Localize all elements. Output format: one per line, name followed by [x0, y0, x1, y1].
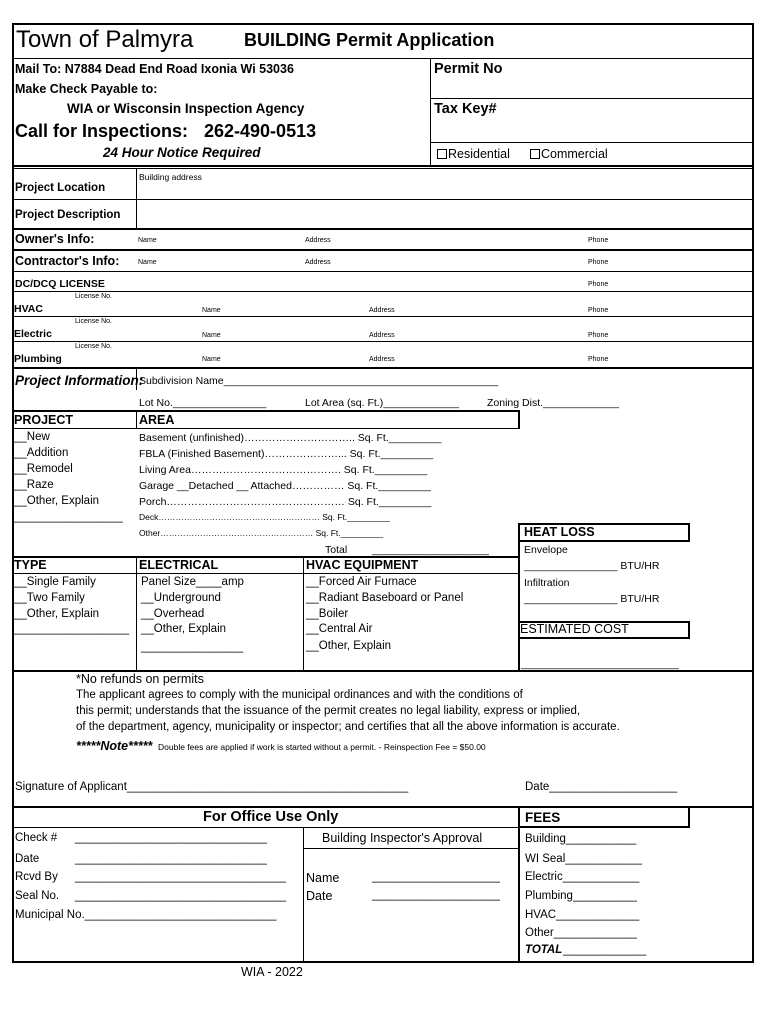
divider: [13, 428, 520, 429]
electrical-panel-size[interactable]: Panel Size____amp: [141, 576, 244, 588]
contractor-address-label: Address: [305, 259, 331, 266]
rcvd-by-label: Rcvd By: [15, 871, 58, 883]
inspector-name-field[interactable]: ____________________: [372, 871, 500, 883]
lot-no-field[interactable]: Lot No.________________: [139, 397, 267, 409]
subdivision-name-field[interactable]: Subdivision Name_______________________________________________: [139, 375, 499, 387]
divider: [13, 556, 520, 558]
residential-checkbox[interactable]: [437, 147, 510, 161]
note-text: Double fees are applied if work is started without a permit. - Reinspection Fee = $50.00: [158, 742, 486, 752]
contractor-name-label: Name: [138, 259, 157, 266]
fee-wi-seal-field[interactable]: WI Seal____________: [525, 853, 643, 865]
owner-info-label: Owner's Info:: [15, 232, 95, 246]
inspection-phone: 262-490-0513: [204, 121, 317, 141]
building-address-field[interactable]: [137, 184, 752, 197]
hvac-forced-air[interactable]: __Forced Air Furnace: [306, 576, 417, 588]
electrical-underground[interactable]: __Underground: [141, 592, 221, 604]
fee-plumbing-field[interactable]: Plumbing__________: [525, 890, 637, 902]
fee-total-field[interactable]: _____________: [563, 944, 647, 956]
no-refunds-text: *No refunds on permits: [76, 672, 204, 686]
plumbing-license-no-label: License No.: [75, 343, 112, 350]
divider: [13, 58, 753, 59]
tax-key-label: Tax Key#: [434, 101, 497, 117]
type-single-family[interactable]: __Single Family: [14, 576, 96, 588]
inspector-approval-label: Building Inspector's Approval: [322, 831, 483, 845]
project-other-explain-field[interactable]: _________________: [14, 511, 123, 523]
area-header: AREA: [139, 413, 175, 427]
terms-line-2: this permit; understands that the issuance of the permit creates no legal liability, express or implied,: [76, 705, 581, 717]
fee-total-label: TOTAL: [525, 944, 563, 956]
town-name: Town of Palmyra: [16, 26, 194, 53]
hvac-radiant[interactable]: __Radiant Baseboard or Panel: [306, 592, 464, 604]
office-date-field[interactable]: ______________________________: [75, 853, 267, 865]
divider: [13, 827, 520, 828]
divider: [303, 556, 304, 670]
divider: [430, 142, 753, 143]
estimated-cost-header: ESTIMATED COST: [520, 622, 629, 636]
divider: [518, 541, 520, 670]
fee-other-field[interactable]: Other_____________: [525, 927, 637, 939]
area-fbla[interactable]: FBLA (Finished Basement)…………………... Sq. Ft._________: [139, 448, 434, 460]
area-garage[interactable]: Garage __Detached __ Attached…………… Sq. Ft._________: [139, 480, 431, 492]
hvac-central-air[interactable]: __Central Air: [306, 623, 373, 635]
divider: [13, 228, 753, 230]
electric-label: Electric: [14, 328, 52, 340]
building-address-label: Building address: [139, 172, 202, 182]
divider: [13, 168, 753, 169]
form-title: BUILDING Permit Application: [244, 30, 495, 50]
checkbox-icon: [530, 149, 540, 159]
municipal-no-field[interactable]: Municipal No.______________________________: [15, 909, 277, 921]
project-type-other[interactable]: __Other, Explain: [14, 495, 100, 507]
commercial-label: Commercial: [541, 147, 608, 161]
owner-name-label: Name: [138, 237, 157, 244]
owner-address-label: Address: [305, 237, 331, 244]
project-description-field[interactable]: [137, 201, 752, 227]
seal-no-label: Seal No.: [15, 890, 60, 902]
seal-no-field[interactable]: _________________________________: [75, 890, 287, 902]
project-type-remodel[interactable]: __Remodel: [14, 463, 73, 475]
electrical-other-explain-field[interactable]: ________________: [141, 641, 244, 653]
zoning-dist-field[interactable]: Zoning Dist._____________: [487, 397, 619, 409]
divider: [13, 291, 753, 292]
hvac-other[interactable]: __Other, Explain: [306, 640, 392, 652]
dc-license-label: DC/DCQ LICENSE: [15, 278, 105, 290]
fee-building-field[interactable]: Building___________: [525, 833, 637, 845]
project-type-new[interactable]: __New: [14, 431, 50, 443]
area-living[interactable]: Living Area……………………………………. Sq. Ft._________: [139, 464, 428, 476]
divider: [13, 316, 753, 317]
mail-to: Mail To: N7884 Dead End Road Ixonia Wi 53036: [15, 62, 294, 76]
hvac-address-label: Address: [369, 307, 395, 314]
electric-name-label: Name: [202, 332, 221, 339]
plumbing-name-label: Name: [202, 356, 221, 363]
divider: [430, 58, 431, 165]
divider: [136, 410, 137, 429]
hvac-boiler[interactable]: __Boiler: [306, 608, 349, 620]
electric-phone-label: Phone: [588, 332, 609, 339]
divider: [518, 410, 520, 429]
permit-no-label: Permit No: [434, 61, 503, 77]
checkbox-icon: [437, 149, 447, 159]
commercial-checkbox[interactable]: [530, 147, 608, 161]
note-label: *****Note*****: [76, 739, 153, 753]
electric-license-no-label: License No.: [75, 318, 112, 325]
project-information-label: Project Information:: [15, 373, 144, 388]
electrical-other[interactable]: __Other, Explain: [141, 623, 227, 635]
project-header: PROJECT: [14, 413, 74, 427]
dc-phone-label: Phone: [588, 281, 609, 288]
type-header: TYPE: [14, 558, 47, 572]
divider: [13, 249, 753, 251]
owner-phone-label: Phone: [588, 237, 609, 244]
type-other-explain-field[interactable]: __________________: [14, 623, 130, 635]
envelope-btu-field[interactable]: ________________ BTU/HR: [524, 560, 660, 572]
divider: [136, 556, 137, 670]
call-inspections-label: Call for Inspections:: [15, 121, 189, 141]
contractor-info-label: Contractor's Info:: [15, 254, 120, 268]
divider: [430, 98, 753, 99]
notice-text: 24 Hour Notice Required: [103, 145, 261, 160]
fee-electric-field[interactable]: Electric____________: [525, 871, 640, 883]
electrical-header: ELECTRICAL: [139, 558, 219, 572]
fees-header: FEES: [525, 810, 561, 825]
electric-address-label: Address: [369, 332, 395, 339]
hvac-license-no-label: License No.: [75, 293, 112, 300]
footer-version: WIA - 2022: [241, 965, 303, 979]
type-other[interactable]: __Other, Explain: [14, 608, 100, 620]
terms-line-3: of the department, agency, municipality or inspector; and certifies that all the above information is accurate.: [76, 721, 620, 733]
area-total-label: Total: [325, 544, 348, 556]
plumbing-label: Plumbing: [14, 353, 62, 365]
divider: [13, 367, 753, 369]
inspector-date-field[interactable]: ____________________: [372, 889, 500, 901]
infiltration-label: Infiltration: [524, 577, 570, 589]
residential-label: Residential: [448, 147, 510, 161]
inspector-name-label: Name: [306, 871, 340, 885]
heat-loss-header: HEAT LOSS: [524, 525, 595, 539]
area-porch[interactable]: Porch…………………………………………… Sq. Ft._________: [139, 496, 432, 508]
plumbing-phone-label: Phone: [588, 356, 609, 363]
lot-area-field[interactable]: Lot Area (sq. Ft.)_____________: [305, 397, 460, 409]
divider: [13, 271, 753, 272]
envelope-label: Envelope: [524, 544, 568, 556]
project-location-label: Project Location: [15, 182, 106, 194]
make-check-label: Make Check Payable to:: [15, 82, 158, 96]
hvac-phone-label: Phone: [588, 307, 609, 314]
signature-date-field[interactable]: Date____________________: [525, 781, 678, 793]
signature-applicant-field[interactable]: Signature of Applicant____________________________________________: [15, 781, 409, 793]
inspector-date-label: Date: [306, 889, 333, 903]
area-total-field[interactable]: ____________________: [372, 544, 489, 556]
check-no-label: Check #: [15, 832, 58, 844]
divider: [13, 341, 753, 342]
rcvd-by-field[interactable]: _________________________________: [75, 871, 287, 883]
office-date-label: Date: [15, 853, 40, 865]
divider: [13, 573, 520, 574]
project-description-label: Project Description: [15, 209, 121, 221]
area-basement[interactable]: Basement (unfinished)………………………….. Sq. Ft._________: [139, 432, 442, 444]
divider: [13, 199, 753, 200]
terms-line-1: The applicant agrees to comply with the municipal ordinances and with the conditions of: [76, 689, 523, 701]
divider: [303, 848, 519, 849]
fee-hvac-field[interactable]: HVAC_____________: [525, 909, 640, 921]
hvac-name-label: Name: [202, 307, 221, 314]
project-type-raze[interactable]: __Raze: [14, 479, 54, 491]
divider: [518, 806, 520, 962]
payee: WIA or Wisconsin Inspection Agency: [67, 101, 305, 116]
infiltration-btu-field[interactable]: ________________ BTU/HR: [524, 593, 660, 605]
divider: [13, 165, 753, 167]
office-use-header: For Office Use Only: [203, 809, 339, 825]
hvac-label: HVAC: [14, 303, 43, 315]
divider: [13, 410, 520, 412]
hvac-equipment-header: HVAC EQUIPMENT: [306, 558, 419, 572]
area-other[interactable]: Other……………………………………………… Sq. Ft._________: [139, 528, 384, 538]
plumbing-address-label: Address: [369, 356, 395, 363]
check-no-field[interactable]: ______________________________: [75, 832, 267, 844]
type-two-family[interactable]: __Two Family: [14, 592, 85, 604]
estimated-cost-field[interactable]: ___________________________: [521, 658, 679, 670]
area-deck[interactable]: Deck………………………………………………… Sq. Ft._________: [139, 512, 390, 522]
contractor-phone-label: Phone: [588, 259, 609, 266]
electrical-overhead[interactable]: __Overhead: [141, 608, 205, 620]
project-type-addition[interactable]: __Addition: [14, 447, 69, 459]
